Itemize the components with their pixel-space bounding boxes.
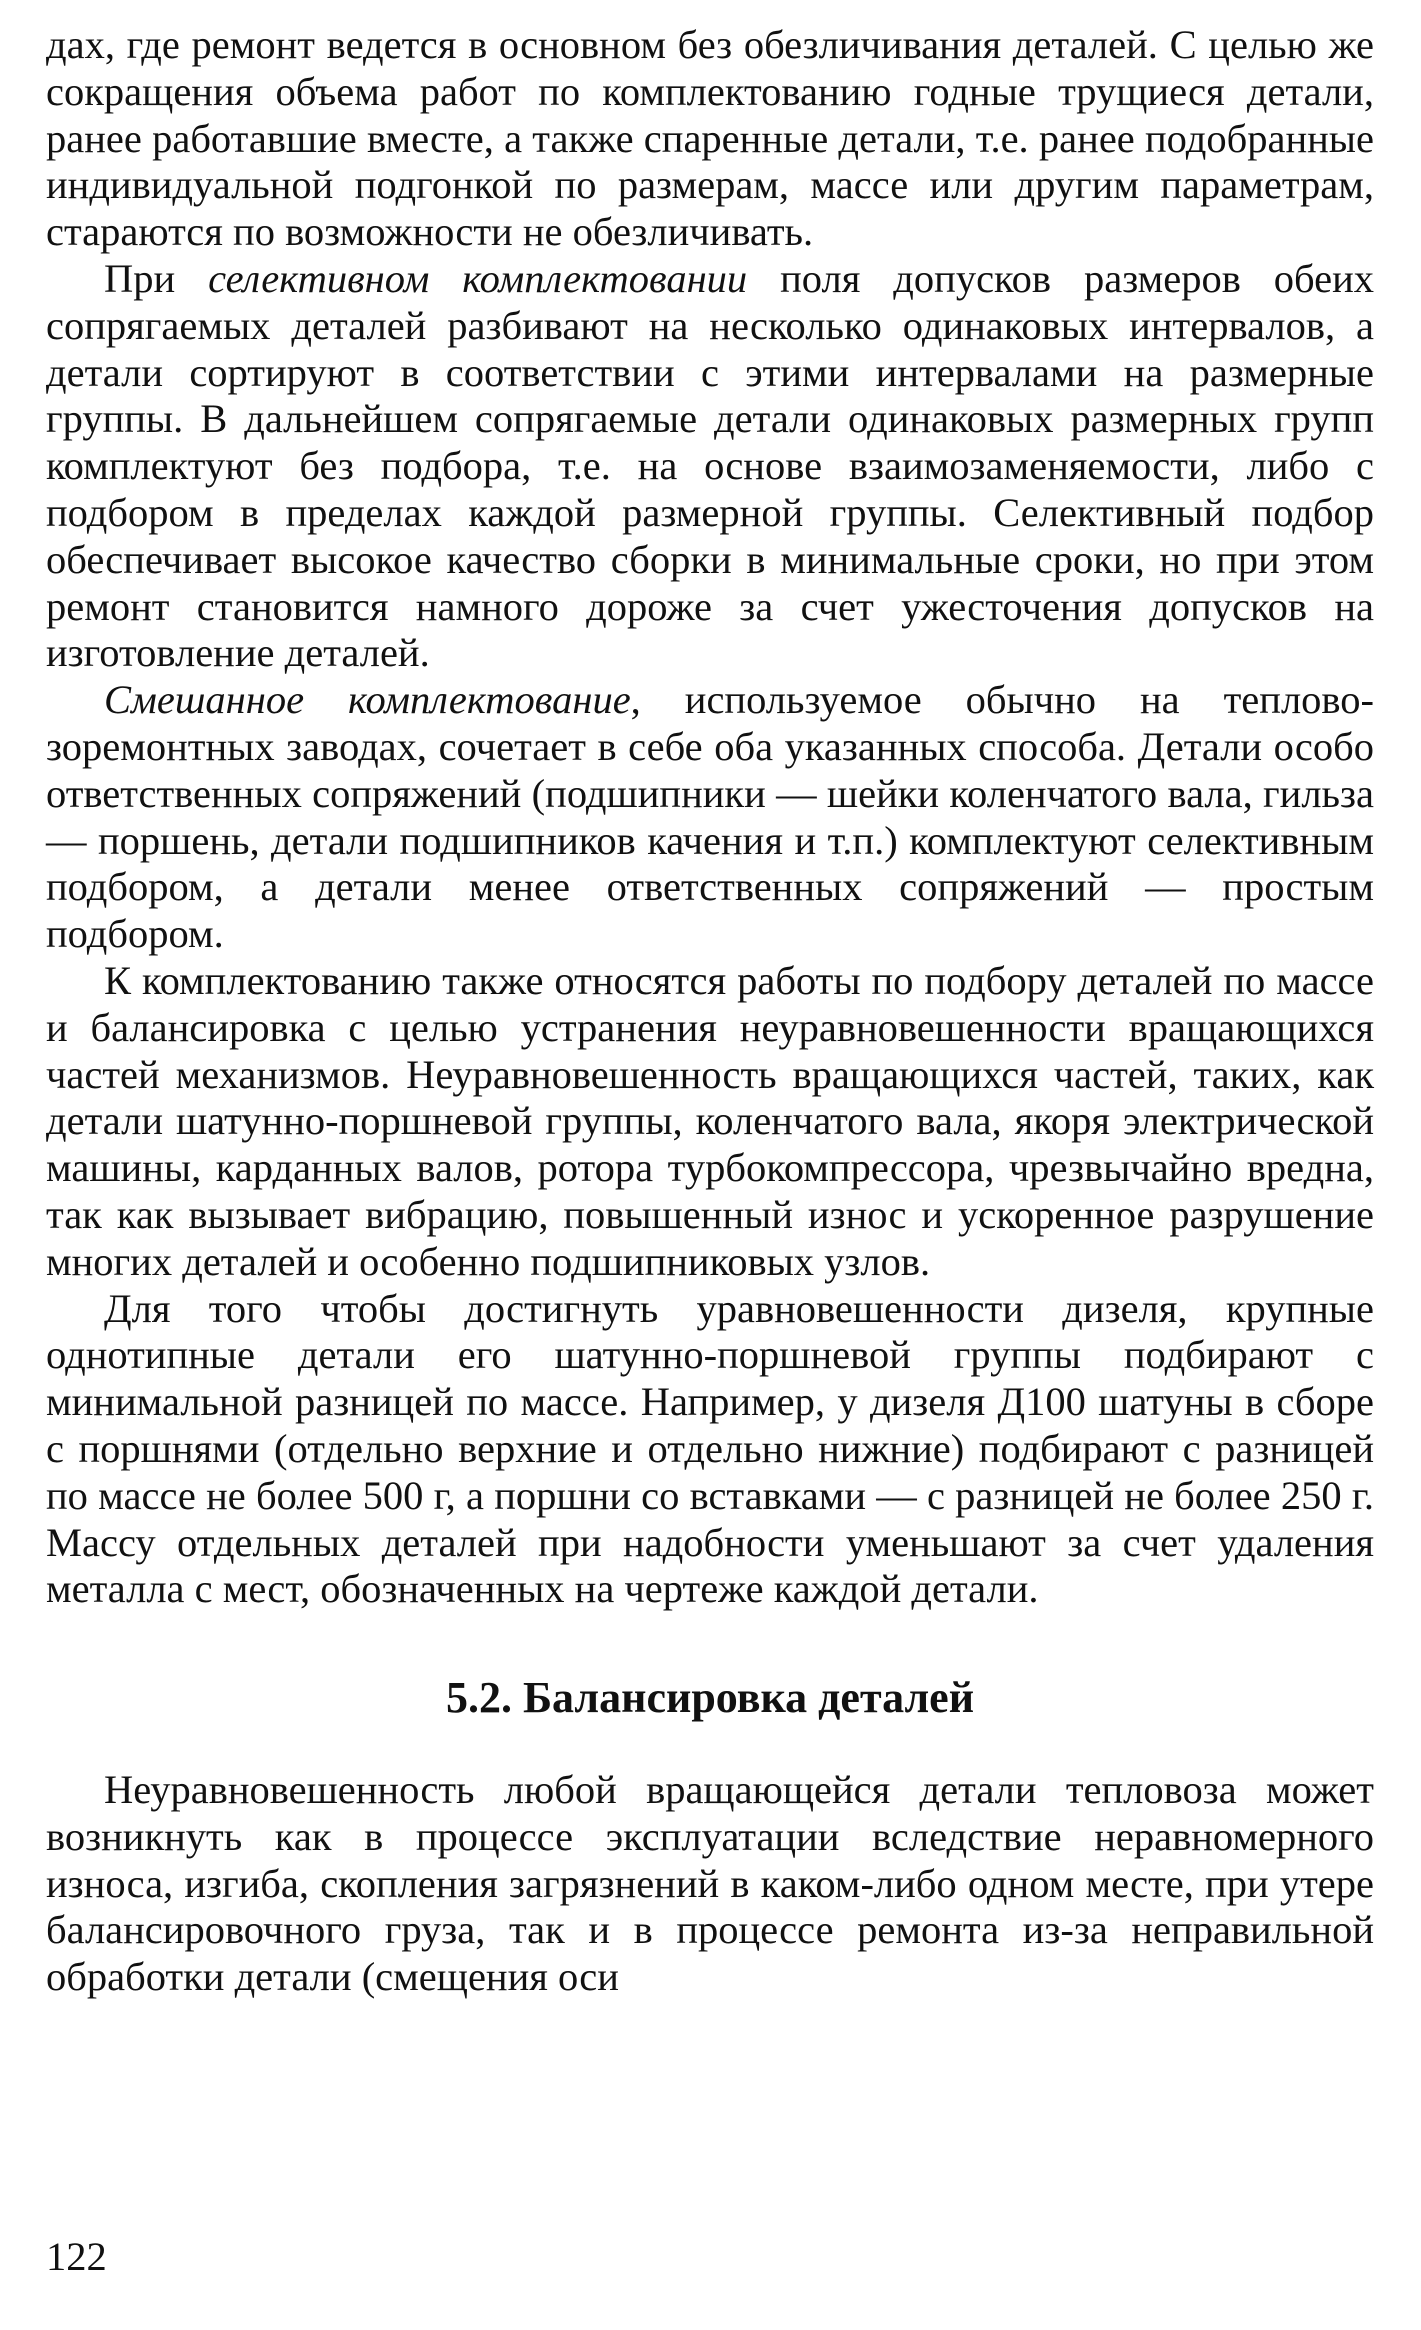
text-run: поля допусков размеров обеих сопрягаемых деталей разбивают на несколько одинаковых интервалов, а детали сортируют в соответствии с этими интервалами на размерные группы. В дальнейшем сопрягаемые детали одинаковых размерных групп комплектуют без подбора, т.е. на основе взаимозаменяемости, либо с подбором в пределах каждой размерной группы. Селективный подбор обеспечивает высокое качество сборки в минимальные сроки, но при этом ремонт становится намного дороже за счет ужесточения допусков на изготовление деталей. xyxy=(46,255,1375,676)
italic-term: селективном комплектовании xyxy=(208,255,748,301)
text-block-after-heading xyxy=(46,1767,1374,2001)
paragraph xyxy=(46,1767,1374,2001)
text-run: Для того чтобы достигнуть уравновешенности дизеля, крупные однотипные детали его шатунно-поршневой группы подбирают с минимальной разницей по массе. Например, у дизеля Д100 шатуны в сборе с поршнями (отдельно верхние и отдельно нижние) подбирают с разницей по массе не более 500 г, а поршни со вставками — с разницей не более 250 г. Массу отдельных деталей при надобности уменьшают за счет удаления металла с мест, обозначенных на чертеже каждой детали. xyxy=(46,1285,1374,1612)
paragraph xyxy=(46,677,1374,958)
paragraph xyxy=(46,256,1374,677)
text-run: дах, где ремонт ведется в основном без обезличивания деталей. С целью же сокращения объема работ по комплектованию годные трущиеся детали, ранее работавшие вместе, а также спаренные детали, т.е. ранее подобранные индивидуальной подгонкой по размерам, массе или другим параметрам, стараются по возможности не обезличивать. xyxy=(46,22,1374,255)
paragraph xyxy=(46,1286,1374,1614)
paragraph xyxy=(46,22,1374,256)
text-run: При xyxy=(104,255,209,301)
text-run: , используемое обычно на тепловозоремонтных заводах, сочетает в себе оба указанных способа. Детали особо ответственных сопряжений (подшипники — шейки коленчатого вала, гильза — поршень, детали подшипников качения и т.п.) комплектуют селективным подбором, а детали менее ответственных сопряжений — простым подбором. xyxy=(46,677,1374,957)
text-block-before-heading xyxy=(46,22,1374,1613)
paragraph xyxy=(46,958,1374,1286)
page-number: 122 xyxy=(46,2234,107,2279)
text-run: К комплектованию также относятся работы по подбору деталей по массе и балансировка с целью устранения неуравновешенности вращающихся частей механизмов. Неуравновешенность вращающихся частей, таких, как детали шатунно-поршневой группы, коленчатого вала, якоря электрической машины, карданных валов, ротора турбокомпрессора, чрезвычайно вредна, так как вызывает вибрацию, повышенный износ и ускоренное разрушение многих деталей и особенно подшипниковых узлов. xyxy=(46,957,1374,1284)
section-heading: 5.2. Балансировка деталей xyxy=(445,1673,975,1723)
italic-term: Смешанное комплектование xyxy=(104,677,631,723)
text-run: Неуравновешенность любой вращающейся детали тепловоза может возникнуть как в процессе эксплуатации вследствие неравномерного износа, изгиба, скопления загрязнений в каком-либо одном месте, при утере балансировочного груза, так и в процессе ремонта из-за неправильной обработки детали (смещения оси xyxy=(46,1767,1374,2000)
page-body xyxy=(46,22,1374,2001)
